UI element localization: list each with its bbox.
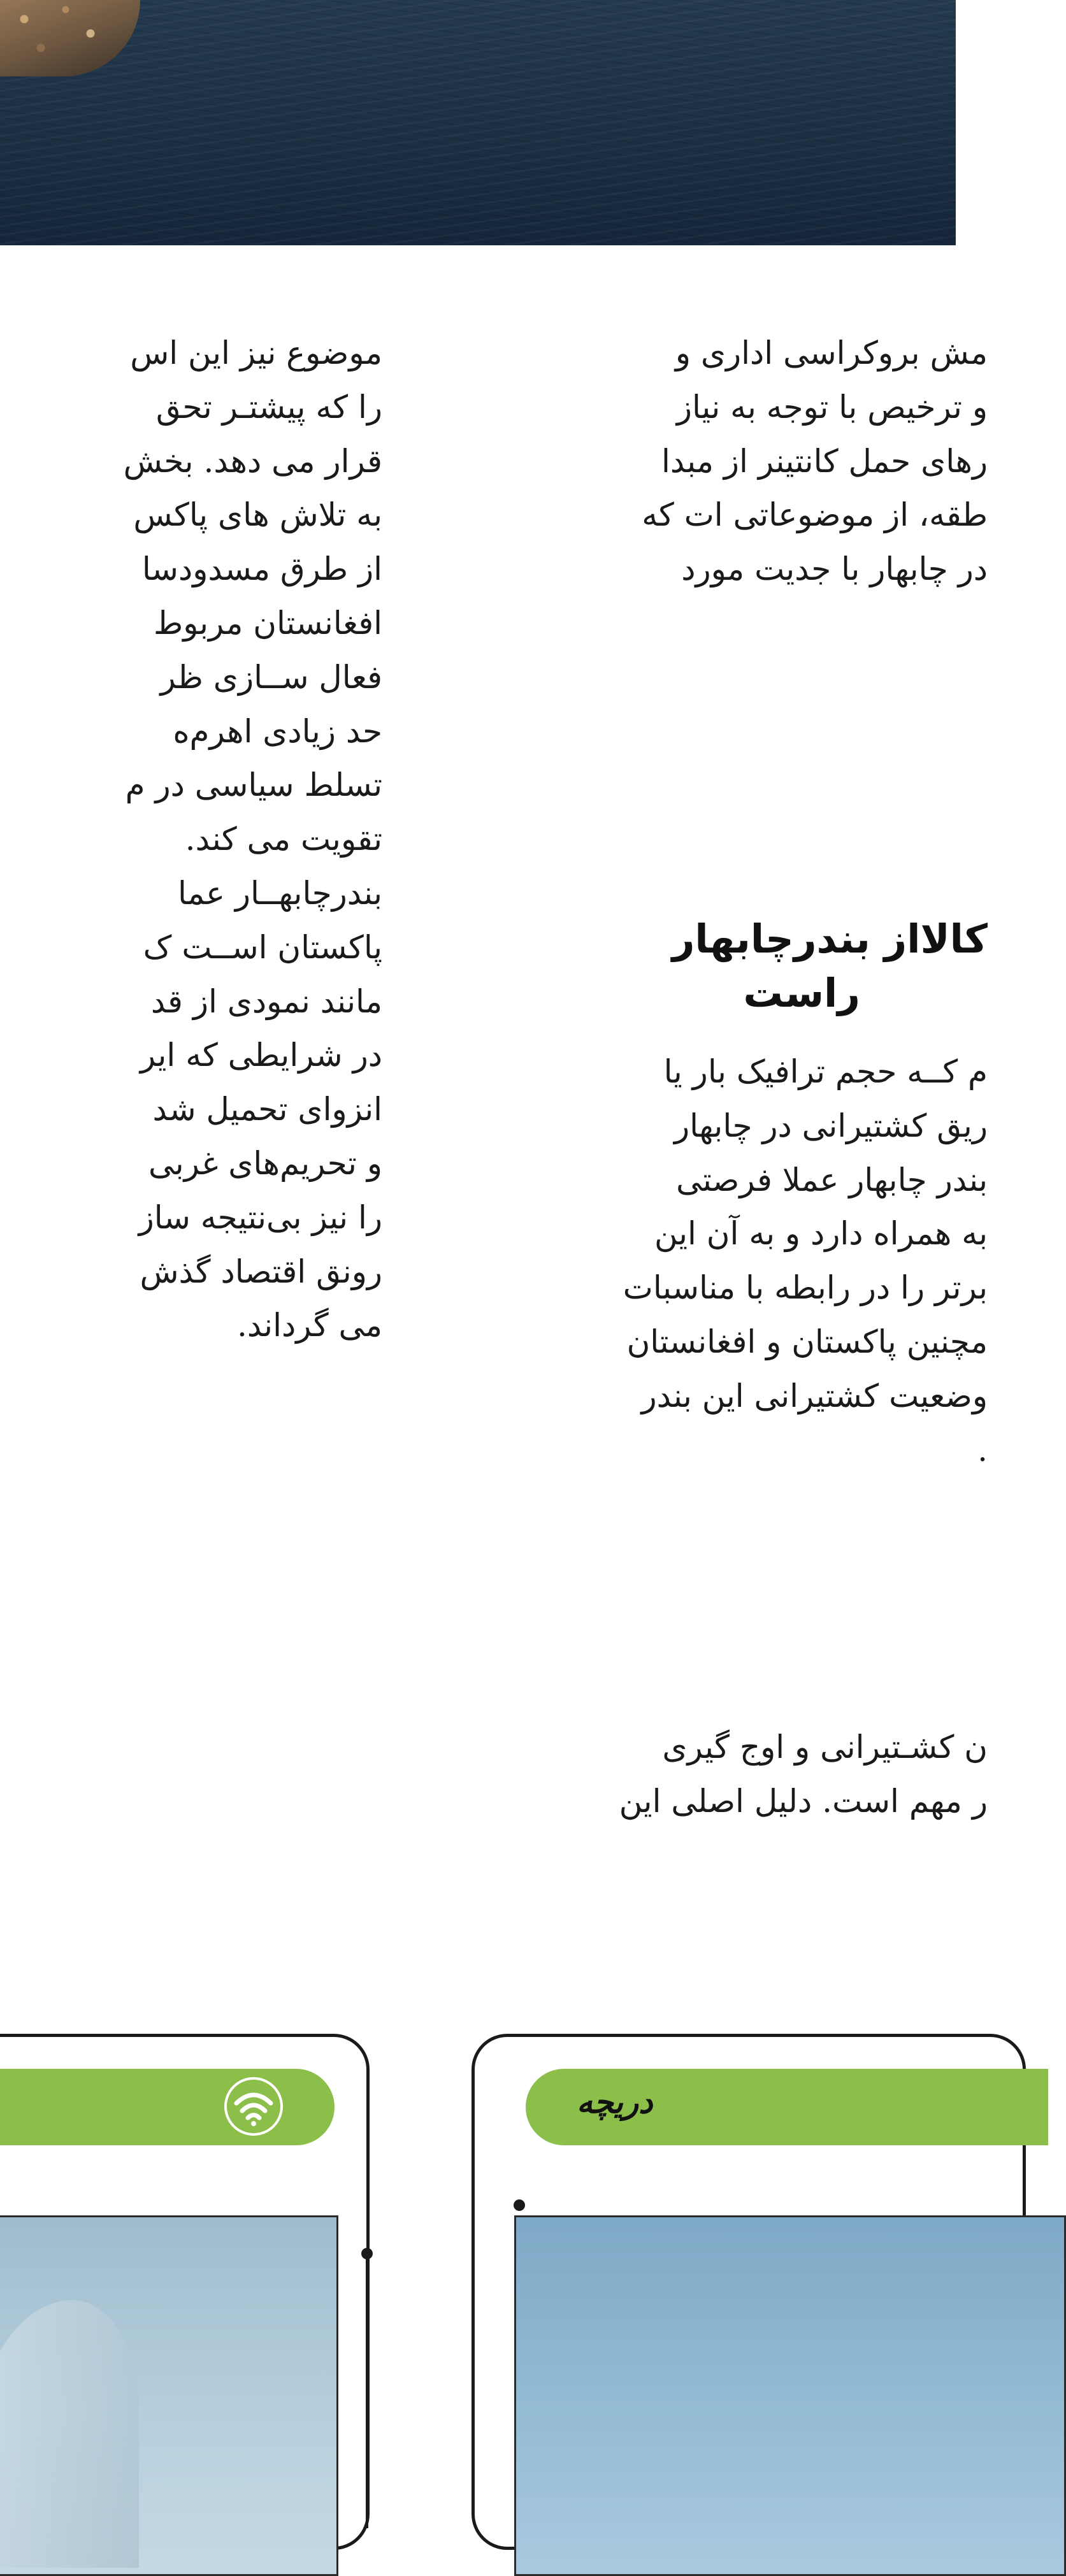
text-line: ر مهم است. دلیل اصلی این: [619, 1782, 988, 1820]
text-line: ن کشـتیرانی و اوج گیری: [662, 1729, 988, 1766]
text-line: پاکستان اســت ک: [143, 928, 382, 966]
text-line: مانند نمودی از قد: [150, 982, 382, 1020]
text-line: و ترخیص با توجه به نیاز: [676, 388, 988, 426]
text-line: از طرق مسدودسا: [141, 550, 382, 588]
article-column-right-top: [446, 326, 988, 596]
text-line: .: [977, 1431, 988, 1469]
text-line: برتر را در رابطه با مناسبات: [623, 1269, 988, 1307]
article-headline-line-2: راست: [743, 970, 860, 1016]
article-headline-line-1: کالااز بندرچابهار: [672, 916, 988, 962]
text-line: مچنین پاکستان و افغانستان: [626, 1323, 988, 1360]
sidebar-panel-right: [472, 2034, 1026, 2550]
text-line: در چابهار با جدیت مورد: [681, 550, 988, 588]
divider-dot: [514, 2199, 525, 2211]
text-line: حد زیادی اهرم‌ه: [173, 712, 382, 750]
text-line: طقه، از موضوعاتی ات که: [642, 496, 988, 534]
article-column-left: [0, 326, 382, 1353]
text-line: ریق کشتیرانی در چابهار: [674, 1107, 988, 1144]
text-line: بندرچابهــار عما: [177, 874, 382, 912]
text-line: تقویت می کند.: [185, 821, 382, 858]
text-line: بندر چابهار عملا فرصتی: [676, 1161, 988, 1198]
text-line: را نیز بی‌نتیجه ساز: [138, 1198, 382, 1236]
divider-line: [366, 2256, 368, 2528]
panel-photo-right: [514, 2215, 1066, 2576]
text-line: می گرداند.: [237, 1307, 382, 1344]
article-column-right-mid: [446, 1045, 988, 1477]
text-line: رونق اقتصاد گذش: [140, 1253, 382, 1290]
text-line: فعال ســازی ظر: [160, 658, 382, 696]
harbor-photo: [0, 0, 956, 245]
text-line: قرار می دهد. بخش: [123, 442, 382, 480]
text-line: م کــه حجم ترافیک بار یا: [663, 1053, 988, 1090]
wifi-icon: [225, 2078, 282, 2135]
text-line: در شرایطی که ایر: [140, 1037, 382, 1074]
aircraft-wing-detail: [0, 2300, 139, 2568]
ship-cargo-detail: [0, 0, 140, 76]
panel-tab-notch: [515, 2070, 531, 2147]
text-line: موضوع نیز این اس: [130, 335, 382, 371]
text-line: افغانستان مربوط: [154, 604, 382, 642]
article-column-right-bottom: [446, 1720, 988, 1829]
sidebar-panel-left: [0, 2034, 370, 2550]
text-line: مش بروکراسی اداری و: [675, 335, 988, 371]
text-line: تسلط سیاسی در م: [125, 766, 382, 804]
panel-photo-left: [0, 2215, 338, 2576]
text-line: به همراه دارد و به آن این: [654, 1215, 988, 1253]
text-line: وضعیت کشتیرانی این بندر: [641, 1377, 988, 1414]
text-line: رهای حمل کانتینر از مبدا: [661, 442, 988, 480]
text-line: به تلاش های پاکس: [133, 496, 382, 534]
panel-header-bar: [0, 2069, 335, 2145]
text-line: را که پیشتـر تحق: [155, 388, 382, 426]
text-line: و تحریم‌های غربی: [148, 1144, 382, 1182]
panel-title: دریچه: [577, 2083, 653, 2120]
text-line: انزوای تحمیل شد: [152, 1091, 382, 1128]
